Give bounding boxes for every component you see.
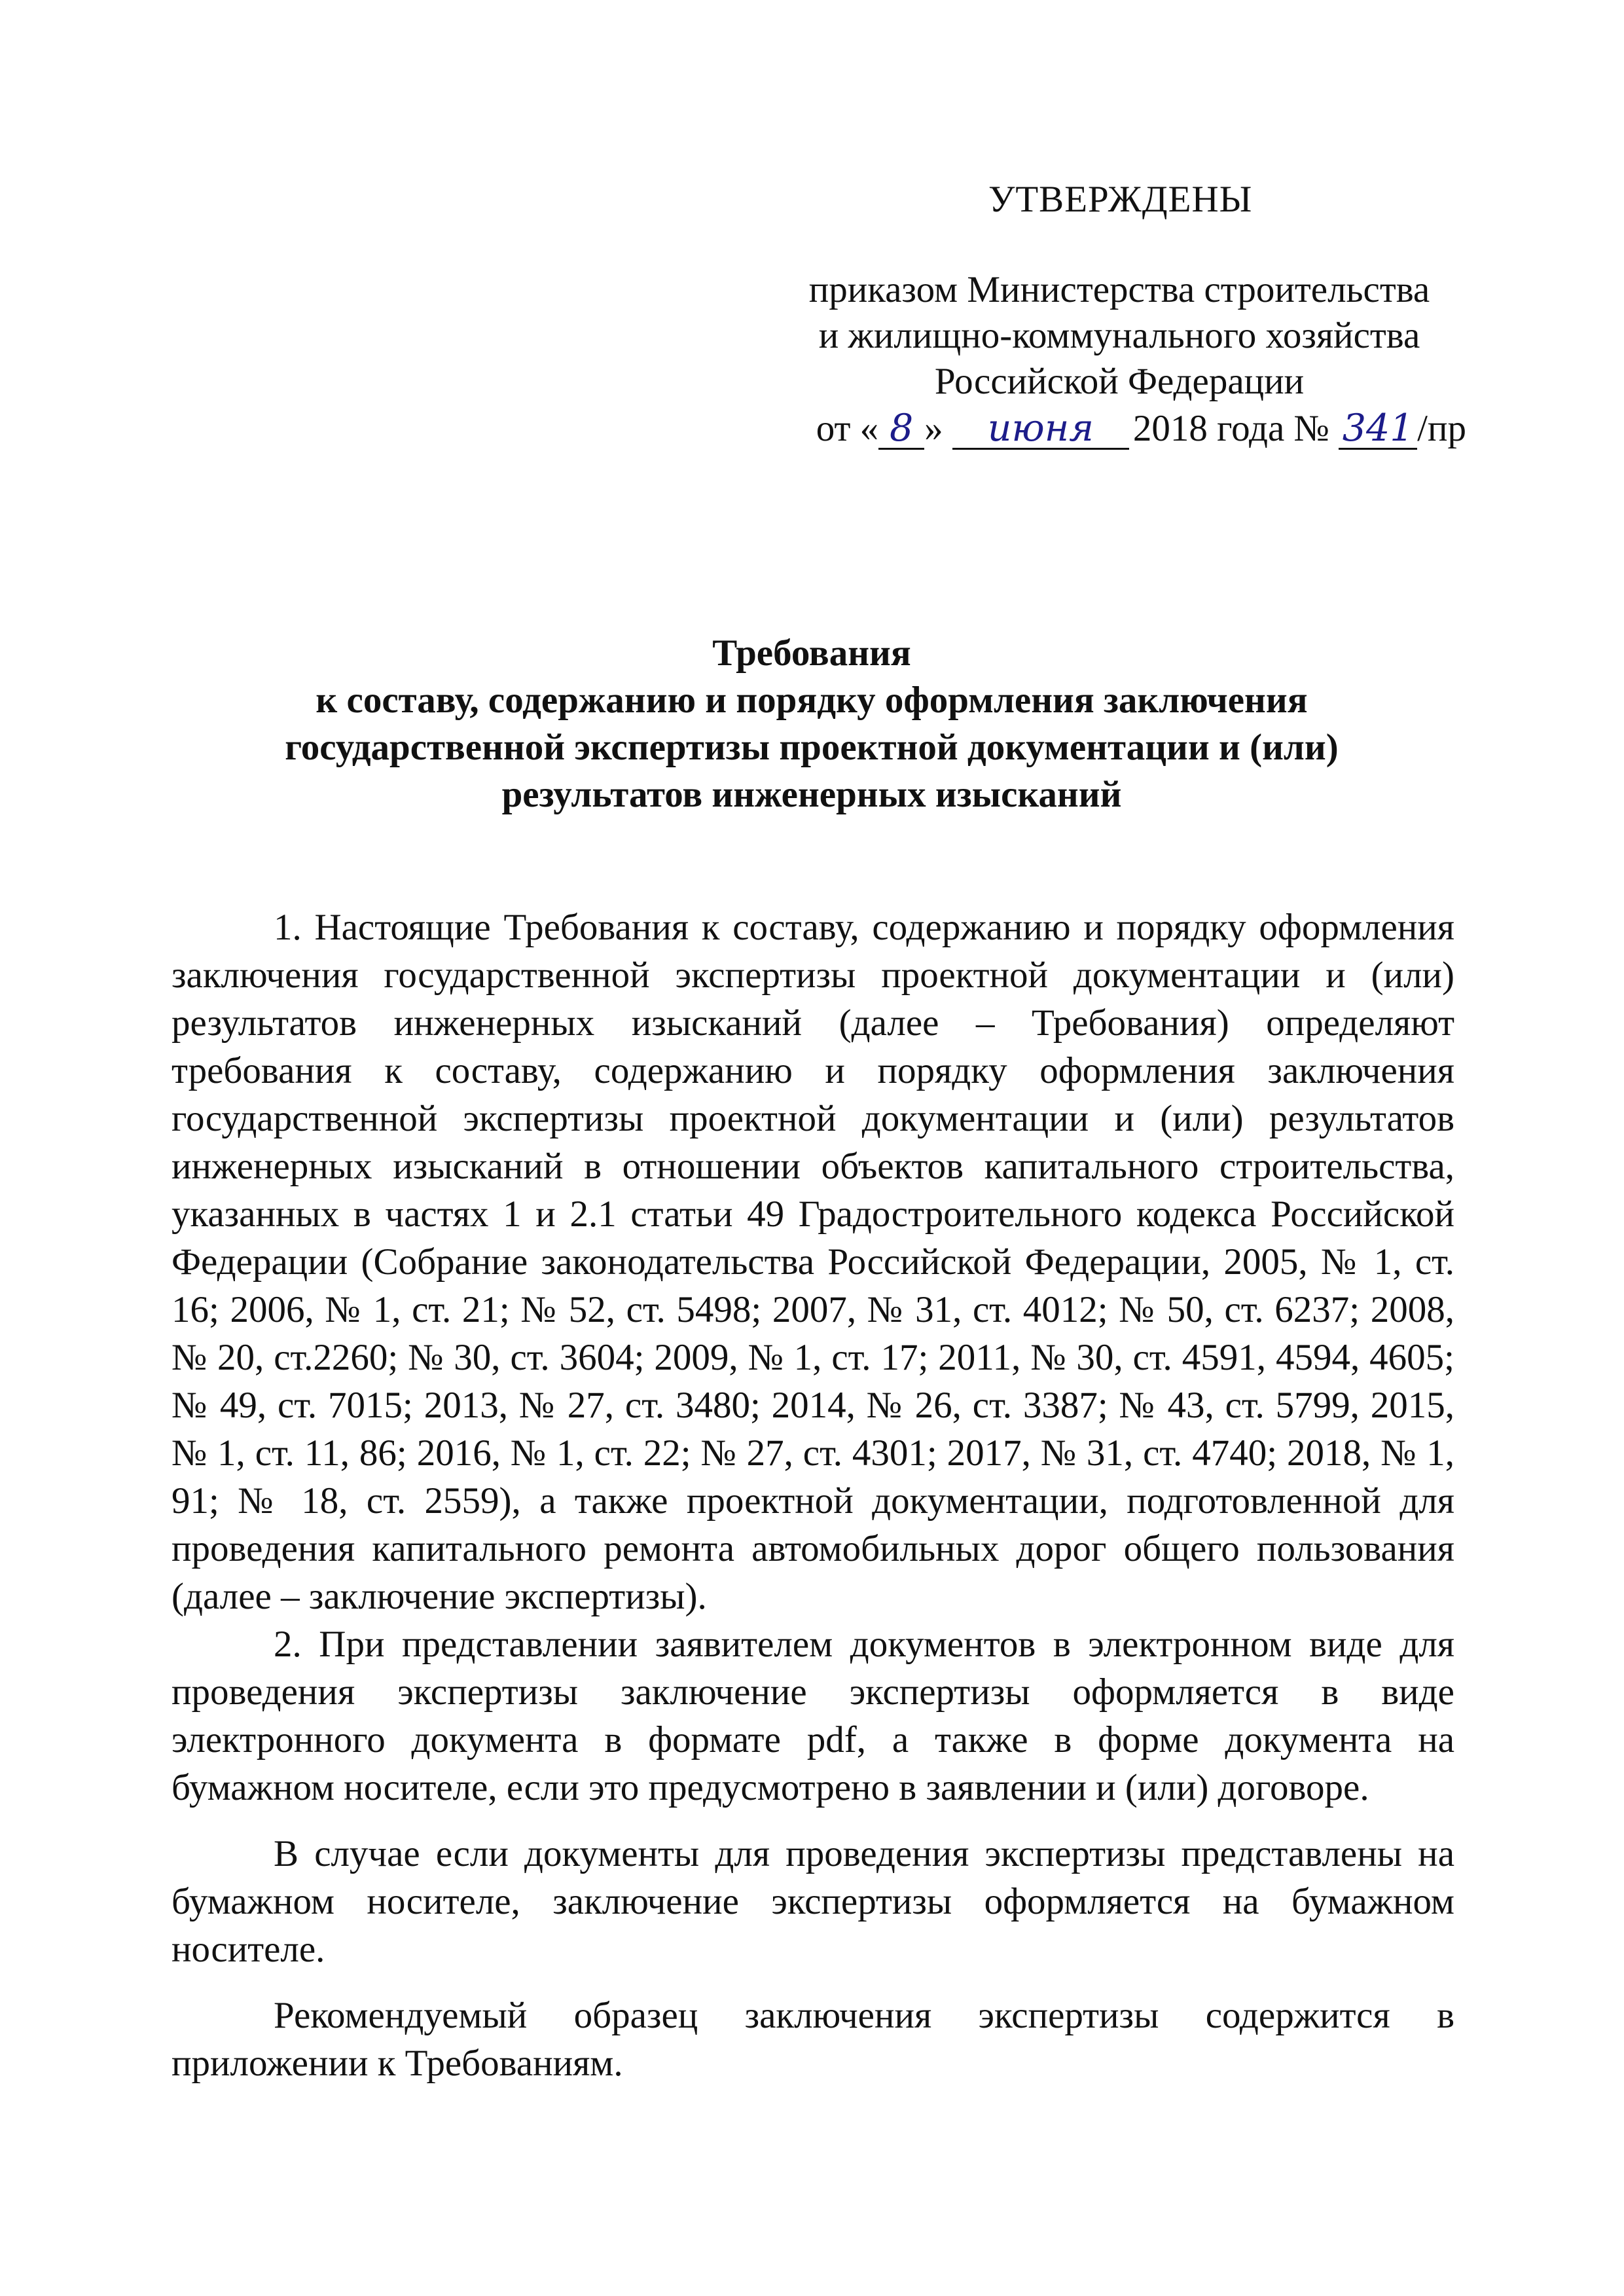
paragraph-3: В случае если документы для проведения экспертизы представлены на бумажном носителе, заключение экспертизы оформляется на бумажном носителе.: [171, 1833, 1454, 1970]
approval-heading: УТВЕРЖДЕНЫ: [988, 179, 1253, 220]
date-day-suffix: »: [924, 408, 943, 449]
document-title: [157, 630, 1466, 818]
title-line: к составу, содержанию и порядку оформления заключения: [316, 680, 1308, 721]
handwritten-month: июня: [952, 409, 1129, 450]
title-line: результатов инженерных изысканий: [501, 774, 1122, 815]
date-prefix: от «: [816, 408, 879, 449]
approval-block: [772, 177, 1466, 452]
approval-line: и жилищно-коммунального хозяйства: [818, 315, 1420, 356]
handwritten-order-number: 341: [1339, 409, 1417, 450]
paragraph-1: 1. Настоящие Требования к составу, содержанию и порядку оформления заключения государственной экспертизы проектной документации и (или) результатов инженерных изысканий (далее – Требования) определяют требования к составу, содержанию и порядку оформления заключения государственной экспертизы проектной документации и (или) результатов инженерных изысканий в отношении объектов капитального строительства, указанных в частях 1 и 2.1 статьи 49 Градостроительного кодекса Российской Федерации (Собрание законодательства Российской Федерации, 2005, № 1, ст. 16; 2006, № 1, ст. 21; № 52, ст. 5498; 2007, № 31, ст. 4012; № 50, ст. 6237; 2008, № 20, ст.2260; № 30, ст. 3604; 2009, № 1, ст. 17; 2011, № 30, ст. 4591, 4594, 4605; № 49, ст. 7015; 2013, № 27, ст. 3480; 2014, № 26, ст. 3387; № 43, ст. 5799, 2015, № 1, ст. 11, 86; 2016, № 1, ст. 22; № 27, ст. 4301; 2017, № 31, ст. 4740; 2018, № 1, 91; № 18, ст. 2559), а также проектной документации, подготовленной для проведения капитального ремонта автомобильных дорог общего пользования (далее – заключение экспертизы).: [171, 907, 1454, 1617]
approval-line: приказом Министерства строительства: [808, 269, 1430, 310]
handwritten-day: 8: [878, 409, 924, 450]
order-number-suffix: /пр: [1417, 408, 1466, 449]
title-line: Требования: [712, 632, 911, 674]
document-body: [171, 903, 1454, 2087]
order-date-line: [772, 406, 1466, 452]
date-year-text: 2018 года №: [1132, 408, 1329, 449]
paragraph-4: Рекомендуемый образец заключения экспертизы содержится в приложении к Требованиям.: [171, 1995, 1454, 2084]
approval-line: Российской Федерации: [934, 361, 1305, 402]
paragraph-2: 2. При представлении заявителем документов в электронном виде для проведения экспертизы заключение экспертизы оформляется в виде электронного документа в формате pdf, а также в форме документа на бумажном носителе, если это предусмотрено в заявлении и (или) договоре.: [171, 1624, 1454, 1808]
title-line: государственной экспертизы проектной документации и (или): [285, 727, 1339, 768]
